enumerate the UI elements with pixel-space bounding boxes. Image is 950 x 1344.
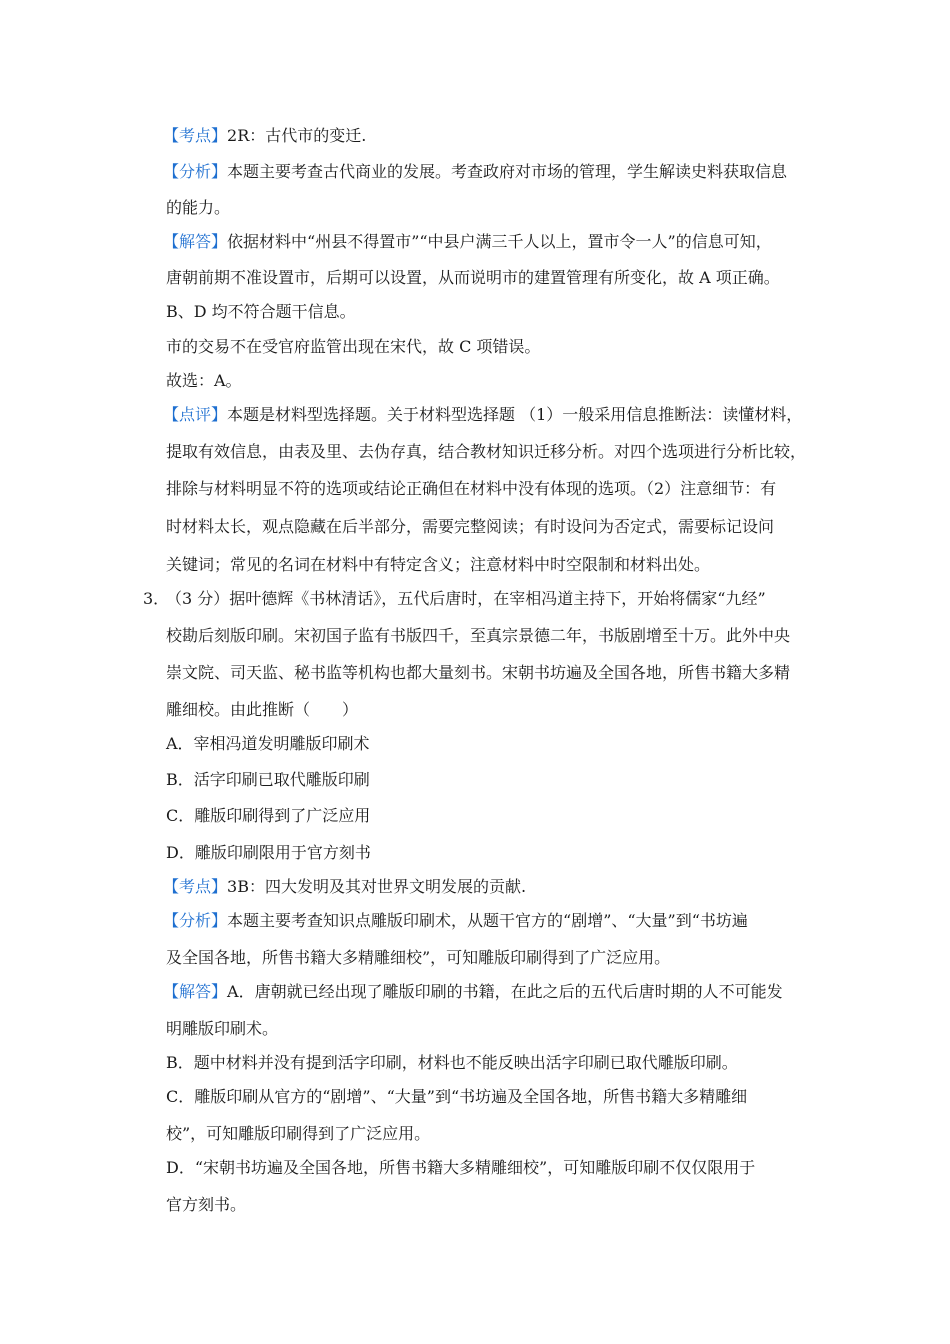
q2-jieda-text-4: 市的交易不在受官府监管出现在宋代，故 C 项错误。 [166,337,541,356]
q3-stem-4: 雕细校。由此推断（ ） [166,700,359,719]
q3-stem-2: 校勘后刻版印刷。宋初国子监有书版四千，至真宗景德二年，书版剧增至十万。此外中央 [166,626,791,645]
q2-jieda-text-5: 故选：A。 [166,371,242,390]
q2-kaodian-text: 2R：古代市的变迁. [227,126,367,145]
jieda-tag: 【解答】 [163,232,228,251]
q3-fenxi-line [163,911,748,931]
q3-jieda-text-5: 校”，可知雕版印刷得到了广泛应用。 [166,1124,431,1143]
fenxi-tag: 【分析】 [163,911,228,930]
q3-jieda-text-7: 官方刻书。 [166,1195,247,1214]
q2-jieda-line [163,232,772,252]
q3-kaodian-line [163,877,526,897]
jieda-tag: 【解答】 [163,982,228,1001]
q2-dianping-text-2: 提取有效信息，由表及里、去伪存真，结合教材知识迁移分析。对四个选项进行分析比较， [166,442,807,461]
q3-jieda-text-1: A．唐朝就已经出现了雕版印刷的书籍，在此之后的五代后唐时期的人不可能发 [227,982,783,1001]
q3-option-c: C．雕版印刷得到了广泛应用 [166,806,371,825]
q3-jieda-text-6: D．“宋朝书坊遍及全国各地，所售书籍大多精雕细校”，可知雕版印刷不仅仅限用于 [166,1158,756,1177]
q3-fenxi-text-2: 及全国各地，所售书籍大多精雕细校”，可知雕版印刷得到了广泛应用。 [166,948,671,967]
q3-number: 3． [143,589,170,608]
q3-jieda-text-4: C．雕版印刷从官方的“剧增”、“大量”到“书坊遍及全国各地，所售书籍大多精雕细 [166,1087,748,1106]
q2-jieda-text-1: 依据材料中“州县不得置市”“中县户满三千人以上，置市令一人”的信息可知， [227,232,772,251]
q2-fenxi-line [163,162,787,182]
q3-stem-1: （3 分）据叶德辉《书林清话》，五代后唐时，在宰相冯道主持下，开始将儒家“九经” [166,589,766,608]
q3-jieda-text-2: 明雕版印刷术。 [166,1019,279,1038]
kaodian-tag: 【考点】 [163,126,228,145]
q3-jieda-line [163,982,783,1002]
q2-kaodian-line [163,126,366,146]
q3-jieda-text-3: B．题中材料并没有提到活字印刷，材料也不能反映出活字印刷已取代雕版印刷。 [166,1053,738,1072]
q2-jieda-text-3: B、D 均不符合题干信息。 [166,302,356,321]
q2-dianping-text-1: 本题是材料型选择题。关于材料型选择题 （1）一般采用信息推断法：读懂材料， [227,405,803,424]
kaodian-tag: 【考点】 [163,877,228,896]
q3-option-b: B．活字印刷已取代雕版印刷 [166,770,370,789]
q2-dianping-text-4: 时材料太长，观点隐藏在后半部分，需要完整阅读；有时设问为否定式，需要标记设问 [166,517,775,536]
q3-stem-3: 崇文院、司天监、秘书监等机构也都大量刻书。宋朝书坊遍及全国各地，所售书籍大多精 [166,663,791,682]
q2-dianping-line [163,405,802,425]
fenxi-tag: 【分析】 [163,162,228,181]
dianping-tag: 【点评】 [163,405,228,424]
q3-option-d: D．雕版印刷限用于官方刻书 [166,843,371,862]
q2-fenxi-text-1: 本题主要考查古代商业的发展。考查政府对市场的管理，学生解读史料获取信息 [227,162,788,181]
q3-option-a: A．宰相冯道发明雕版印刷术 [166,734,370,753]
q2-fenxi-text-2: 的能力。 [166,198,231,217]
q3-fenxi-text-1: 本题主要考查知识点雕版印刷术，从题干官方的“剧增”、“大量”到“书坊遍 [227,911,748,930]
q2-jieda-text-2: 唐朝前期不准设置市，后期可以设置，从而说明市的建置管理有所变化，故 A 项正确。 [166,268,780,287]
q2-dianping-text-3: 排除与材料明显不符的选项或结论正确但在材料中没有体现的选项。（2）注意细节：有 [166,479,777,498]
q2-dianping-text-5: 关键词；常见的名词在材料中有特定含义；注意材料中时空限制和材料出处。 [166,555,711,574]
q3-kaodian-text: 3B：四大发明及其对世界文明发展的贡献. [227,877,527,896]
